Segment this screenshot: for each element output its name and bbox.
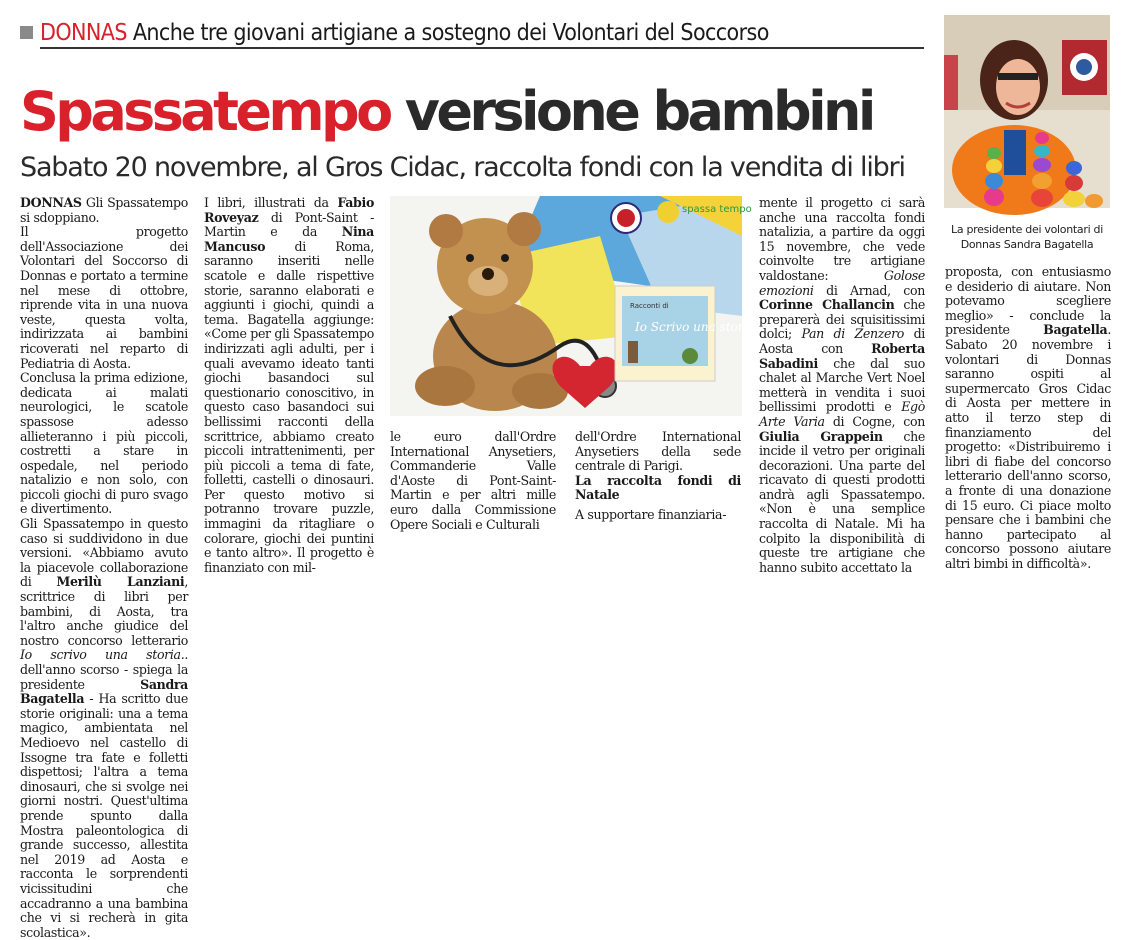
col1-paragraph-1: Il progetto dell'Associazione dei Volontari del Soccorso di Donnas e portato a termine nel mese di ottobre, riprende vita in una nuova veste, questa volta, indirizzata ai bambini ricoverati nel reparto di Pediatria di Aosta. bbox=[20, 224, 188, 371]
col1-intro: Gli Spassatempo si sdoppiano. bbox=[20, 195, 188, 225]
section-heading: La raccolta fondi di Natale bbox=[575, 472, 741, 503]
column-1 bbox=[20, 196, 188, 940]
name-roveyaz: Fabio Roveyaz bbox=[204, 195, 374, 225]
col5-g: di Aosta con bbox=[759, 326, 925, 356]
shop-ego: Egò Arte Varia bbox=[759, 399, 925, 429]
col1-p3a: Gli Spassatempo in questo caso si suddividono in due versioni. «Abbiamo avuto la piacevole collaborazione di bbox=[20, 516, 188, 590]
column-3 bbox=[390, 430, 556, 532]
name-bagatella-2: Bagatella bbox=[1043, 322, 1108, 338]
column-5 bbox=[759, 196, 925, 575]
col6-a: proposta, con entusiasmo e desiderio di aiutare. Non potevamo scegliere meglio» - conclude la presidente bbox=[945, 264, 1111, 338]
kicker-rule bbox=[40, 47, 924, 49]
book-label: Racconti di bbox=[630, 302, 669, 310]
spassatempo-logo-text: spassa tempo bbox=[682, 204, 752, 215]
col2-a: I libri, illustrati da bbox=[204, 195, 338, 210]
teddy-bear-photo bbox=[390, 196, 755, 416]
col5-m: che incide il vetro per originali decorazioni. Una parte del ricavato di questi prodotti andrà agli Spassatempo. «Non è una semplice raccolta di Natale. Mi ha colpito la disponibilità di queste tre artigiane che hanno subito accettato la bbox=[759, 428, 925, 575]
subheadline: Sabato 20 novembre, al Gros Cidac, raccolta fondi con la vendita di libri bbox=[20, 152, 905, 183]
name-lanziani: Merilù Lanziani bbox=[56, 574, 185, 590]
col4-text-2: A supportare finanziaria- bbox=[575, 506, 727, 522]
kicker-place: DONNAS bbox=[40, 20, 127, 46]
name-mancuso: Nina Mancuso bbox=[204, 224, 374, 254]
column-2 bbox=[204, 196, 374, 575]
name-challancin: Corinne Challancin bbox=[759, 297, 895, 313]
book-title: Io Scrivo una storia bbox=[635, 320, 755, 334]
col1-p3e: dell'anno scorso - spiega la presidente bbox=[20, 662, 188, 692]
teddy-bear-illustration bbox=[390, 196, 755, 416]
col5-c: di Arnad, con bbox=[813, 282, 925, 298]
col5-i: che dal suo chalet al Marche Vert Noel metterà in vendita i suoi bellissimi prodotti e bbox=[759, 355, 925, 415]
col1-paragraph-2: Conclusa la prima edizione, dedicata ai malati neurologici, le scatole spassose adesso allieteranno i più piccoli, costretti a stare in ospedale, nel periodo natalizio e non solo, con piccoli giochi di puro svago e divertimento. bbox=[20, 370, 188, 517]
headline-rest: versione bambini bbox=[404, 80, 873, 143]
col1-p3c: , scrittrice di libri per bambini, di Aosta, tra l'altro anche giudice del nostro concorso letterario bbox=[20, 574, 189, 648]
name-sabadini: Roberta Sabadini bbox=[759, 340, 925, 371]
col4-text: dell'Ordre International Anysetiers della sede centrale di Parigi. bbox=[575, 429, 741, 474]
contest-title: Io scrivo una storia.. bbox=[20, 647, 188, 663]
name-grappein: Giulia Grappein bbox=[759, 428, 883, 444]
col5-a: mente il progetto ci sarà anche una raccolta fondi natalizia, a partire da oggi 15 novembre, che vede coinvolte tre artigiane valdostane: bbox=[759, 195, 925, 283]
dateline: DONNAS bbox=[20, 195, 82, 210]
kicker-text bbox=[40, 20, 769, 47]
president-illustration bbox=[944, 15, 1110, 208]
name-bagatella: Sandra Bagatella bbox=[20, 676, 188, 707]
column-6 bbox=[945, 265, 1111, 571]
col5-k: di Cogne, con bbox=[824, 413, 925, 429]
col2-e: di Roma, saranno inseriti nelle scatole e dalle rispettive storie, saranno elaborati e aggiunti i giochi, quindi a tema. Bagatella aggiunge: «Come per gli Spassatempo indirizzati agli adulti, per i quali avevamo ideato tanti giochi basandoci sul questionario conoscitivo, in questo caso basandoci sui bellissimi racconti della scrittrice, abbiamo creato piccoli intrattenimenti, per più piccoli a tema di fate, folletti, castelli o dinosauri. Per questo motivo si potranno trovare puzzle, immagini da ritagliare o colorare, giochi dei puntini e tanto altro». Il progetto è finanziato con mil- bbox=[204, 238, 374, 575]
column-4 bbox=[575, 430, 741, 523]
shop-golose: Golose emozioni bbox=[759, 267, 925, 298]
headline bbox=[20, 78, 873, 146]
kicker-title: Anche tre giovani artigiane a sostegno dei Volontari del Soccorso bbox=[132, 20, 769, 46]
president-photo bbox=[944, 15, 1110, 208]
photo-caption: La presidente dei volontari di Donnas Sandra Bagatella bbox=[951, 223, 1103, 251]
bullet-square-icon bbox=[20, 26, 33, 39]
col1-p3g: - Ha scritto due storie originali: una a tema magico, ambientata nel Medioevo nel castello di Issogne tra fate e folletti dispettosi; l'altra a tema dinosauri, che si svolge nei giorni nostri. Quest'ultima prende spunto dalla Mostra paleontologica di grande successo, allestita nel 2019 ad Aosta e racconta le sorprendenti vicissitudini che accadranno a una bambina che vi si recherà in gita scolastica». bbox=[20, 691, 188, 940]
col5-e: che preparerà dei squisitissimi dolci; bbox=[759, 297, 925, 342]
col2-c: di Pont-Saint -Martin e da bbox=[204, 209, 374, 240]
headline-red: Spassatempo bbox=[20, 80, 390, 143]
col3-text: le euro dall'Ordre International Anysetiers, Commanderie Valle d'Aoste di Pont-Saint-Martin e per altri mille euro dalla Commissione Opere Sociali e Culturali bbox=[390, 429, 556, 532]
kicker bbox=[20, 20, 924, 48]
col1-paragraph-3 bbox=[20, 517, 188, 940]
shop-zenzero: Pan di Zenzero bbox=[801, 326, 905, 342]
col6-c: . Sabato 20 novembre i volontari di Donnas saranno ospiti al supermercato Gros Cidac di Aosta per mettere in atto il terzo step di finanziamento del progetto: «Distribuiremo i libri di fiabe del concorso letterario dell'anno scorso, a fronte di una donazione di 15 euro. Ci piace molto pensare che i bambini che hanno partecipato al concorso possono aiutare altri bimbi in difficoltà». bbox=[945, 322, 1111, 571]
